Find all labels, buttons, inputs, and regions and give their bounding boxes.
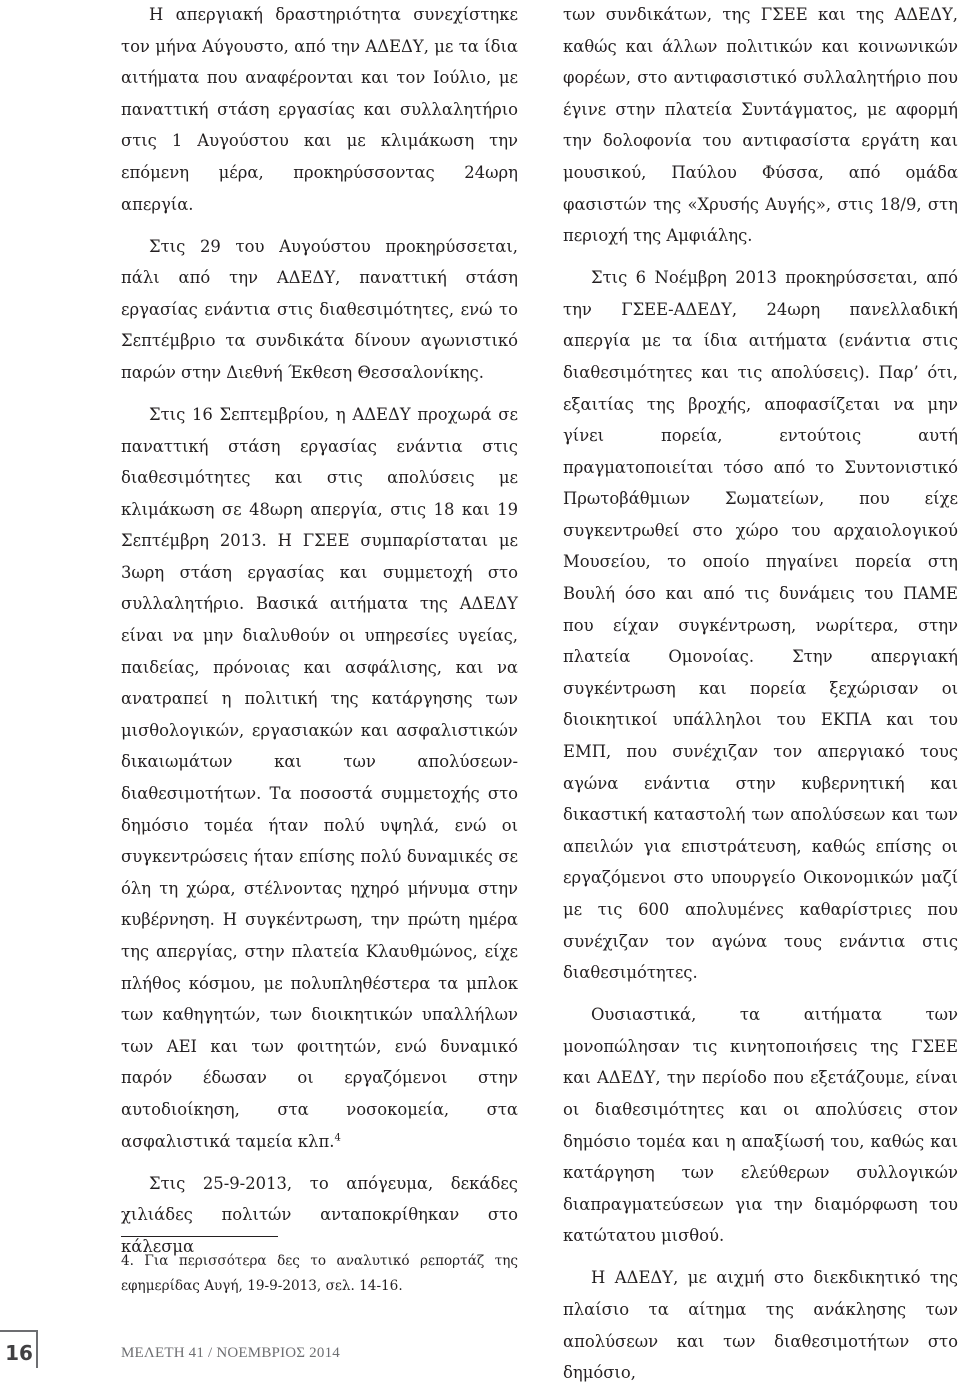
footnote-reference[interactable]: 4: [334, 1132, 341, 1144]
paragraph: των συνδικάτων, της ΓΣΕΕ και της ΑΔΕΔΥ, καθώς και άλλων πολιτικών και κοινωνικών φορέων, στο αντιφασιστικό συλλαλητήριο που έγινε στην πλατεία Συντάγματος, με αφορμή την δολοφονία του αντιφασίστα εργάτη και μουσικού, Παύλου Φύσσα, από ομάδα φασιστών της «Χρυσής Αυγής», στις 18/9, στη περιοχή της Αμφιάλης.: [563, 5, 958, 246]
paragraph: [121, 399, 518, 1157]
paragraph: Ουσιαστικά, τα αιτήματα των μονοπώλησαν τις κινητοποιήσεις της ΓΣΕΕ και ΑΔΕΔΥ, την περίοδο που εξετάζουμε, είναι οι διαθεσιμότητες και οι απολύσεις στον δημόσιο τομέα και η απαξίωσή του, καθώς και κατάργηση των ελεύθερων συλλογικών διαπραγματεύσεων για την διαμόρφωση του κατώτατου μισθού.: [563, 1005, 958, 1246]
paragraph: Στις 6 Νοέμβρη 2013 προκηρύσσεται, από την ΓΣΕΕ-ΑΔΕΔΥ, 24ωρη πανελλαδική απεργία με τα ίδια αιτήματα (ενάντια στις διαθεσιμότητες και τις απολύσεις). Παρ’ ότι, εξαιτίας της βροχής, αποφασίζεται να μην γίνει πορεία, εντούτοις αυτή πραγματοποιείται τόσο από το Συντονιστικό Πρωτοβάθμιων Σωματείων, που είχε συγκεντρωθεί στο χώρο του αρχαιολογικού Μουσείου, το οποίο πηγαίνει πορεία στη Βουλή όσο και από τις δυνάμεις του ΠΑΜΕ που είχαν συγκέντρωση, νωρίτερα, στην πλατεία Ομονοίας. Στην απεργιακή συγκέντρωση και πορεία ξεχώρισαν οι διοικητικοί υπάλληλοι του ΕΚΠΑ και του ΕΜΠ, που συνέχιζαν τον απεργιακό τους αγώνα ενάντια στην κυβερνητική και δικαστική καταστολή των απολύσεων και των απειλών για επιστράτευση, καθώς επίσης οι εργαζόμενοι στο υπουργείο Οικονομικών μαζί με τις 600 απολυμένες καθαρίστριες που συνέχιζαν τον αγώνα τους ενάντια στις διαθεσιμότητες.: [563, 268, 958, 983]
paragraph: Η απεργιακή δραστηριότητα συνεχίστηκε τον μήνα Αύγουστο, από την ΑΔΕΔΥ, με τα ίδια αιτήματα που αναφέρονται και τον Ιούλιο, με παναττική στάση εργασίας και συλλαλητήριο στις 1 Αυγούστου και με κλιμάκωση την επόμενη μέρα, προκηρύσσοντας 24ωρη απεργία.: [121, 5, 518, 214]
paragraph: Στις 29 του Αυγούστου προκηρύσσεται, πάλι από την ΑΔΕΔΥ, παναττική στάση εργασίας ενάντια στις διαθεσιμότητες, ενώ το Σεπτέμβριο τα συνδικάτα δίνουν αγωνιστικό παρών στην Διεθνή Έκθεση Θεσσαλονίκης.: [121, 236, 518, 382]
paragraph: Η ΑΔΕΔΥ, με αιχμή στο διεκδικητικό της πλαίσιο τα αίτημα της ανάκλησης των απολύσεων και των διαθεσιμοτήτων στο δημόσιο,: [563, 1268, 958, 1383]
right-text-column: [563, 0, 958, 1389]
paragraph-text: Στις 16 Σεπτεμβρίου, η ΑΔΕΔΥ προχωρά σε παναττική στάση εργασίας ενάντια στις διαθεσιμότητες και στις απολύσεις με κλιμάκωση σε 48ωρη απεργία, στις 18 και 19 Σεπτέμβρη 2013. Η ΓΣΕΕ συμπαρίσταται με 3ωρη στάση εργασίας και συμμετοχή στο συλλαλητήριο. Βασικά αιτήματα της ΑΔΕΔΥ είναι να μην διαλυθούν οι υπηρεσίες υγείας, παιδείας, πρόνοιας και ασφάλισης, και να ανατραπεί η πολιτική της κατάργησης των μισθολογικών, εργασιακών και ασφαλιστικών δικαιωμάτων και των απολύσεων-διαθεσιμοτήτων. Τα ποσοστά συμμετοχής στο δημόσιο τομέα ήταν πολύ υψηλά, ενώ οι συγκεντρώσεις ήταν επίσης πολύ δυναμικές σε όλη τη χώρα, στέλνοντας ηχηρό μήνυμα στην κυβέρνηση. Η συγκέντρωση, την πρώτη ημέρα της απεργίας, στην πλατεία Κλαυθμώνος, είχε πλήθος κόσμου, με πολυπληθέστερα τα μπλοκ των καθηγητών, των διοικητικών υπαλλήλων των ΑΕΙ και των φοιτητών, ενώ δυναμικό παρόν έδωσαν οι εργαζόμενοι στην αυτοδιοίκηση, στα νοσοκομεία, στα ασφαλιστικά ταμεία κλπ.: [121, 404, 518, 1151]
page-number: 16: [5, 1341, 33, 1365]
left-text-column: [121, 0, 518, 1262]
footnote-divider: [121, 1236, 278, 1237]
paragraph: Στις 25-9-2013, το απόγευμα, δεκάδες χιλιάδες πολιτών ανταποκρίθηκαν στο κάλεσμα: [121, 1173, 518, 1256]
footnote: 4. Για περισσότερα δες το αναλυτικό ρεπορτάζ της εφημερίδας Αυγή, 19-9-2013, σελ. 14-16.: [121, 1253, 518, 1294]
running-footer-title: ΜΕΛΕΤΗ 41 / ΝΟΕΜΒΡΙΟΣ 2014: [121, 1345, 340, 1361]
